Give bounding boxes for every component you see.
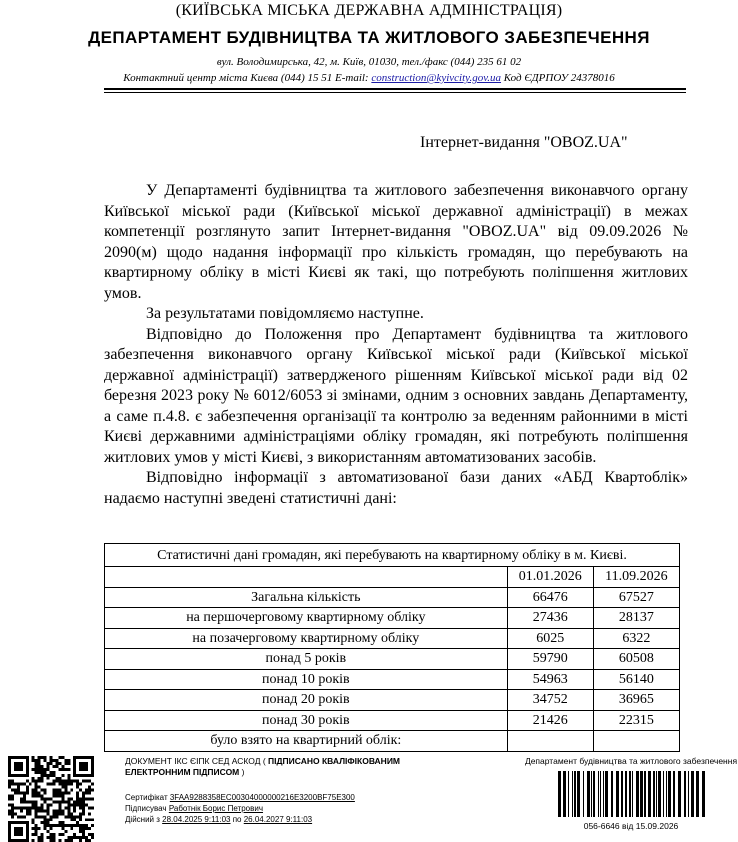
row-label: понад 20 років	[105, 690, 508, 711]
header-empty-cell	[105, 567, 508, 588]
row-value-date1: 54963	[507, 669, 593, 690]
doc-status-signature: ЕЛЕКТРОННИМ ПІДПИСОМ	[125, 767, 240, 777]
table-caption: Статистичні дані громадян, які перебувають на квартирному обліку в м. Києві.	[105, 544, 680, 567]
table-row	[105, 608, 680, 629]
row-label: понад 5 років	[105, 649, 508, 670]
doc-status-suffix: )	[239, 767, 245, 777]
row-label: Загальна кількість	[105, 587, 508, 608]
certificate-label: Сертифікат	[125, 793, 170, 802]
table-header-row	[105, 567, 680, 588]
statistics-table	[104, 543, 680, 752]
department-name: ДЕПАРТАМЕНТ БУДІВНИЦТВА ТА ЖИТЛОВОГО ЗАБЕЗПЕЧЕННЯ	[88, 28, 650, 47]
table-row	[105, 731, 680, 752]
header-rule-thick	[104, 88, 686, 90]
validity-from: 28.04.2025 9:11:03	[162, 815, 231, 824]
registration-number: 056-6646 від 15.09.2026	[583, 821, 679, 831]
org-subtitle: (КИЇВСЬКА МІСЬКА ДЕРЖАВНА АДМІНІСТРАЦІЯ)	[175, 2, 563, 19]
contact-line	[0, 71, 738, 85]
row-value-date1: 27436	[507, 608, 593, 629]
letter-body	[104, 181, 688, 509]
signer-label: Підписувач	[125, 804, 169, 813]
row-value-date1: 59790	[507, 649, 593, 670]
row-label: понад 30 років	[105, 710, 508, 731]
barcode-icon	[556, 771, 706, 817]
row-value-date2: 6322	[593, 628, 679, 649]
paragraph-request: У Департаменті будівництва та житлового забезпечення виконавчого органу Київської міської ради (Київської міської державної адміністрації) в межах компетенції розглянуто запит Інтернет-видання "OBOZ.UA" від 09.09.2026 № 2090(м) щодо надання інформації про кількість громадян, що перебувають на квартирному обліку в місті Києві як такі, що потребують поліпшення житлових умов.	[104, 182, 688, 302]
row-value-date1: 66476	[507, 587, 593, 608]
table-row	[105, 628, 680, 649]
row-value-date2: 28137	[593, 608, 679, 629]
row-value-date2: 67527	[593, 587, 679, 608]
contact-prefix: Контактний центр міста Києва (044) 15 51 E-mail:	[123, 72, 372, 84]
paragraph-regulation: Відповідно до Положення про Департамент будівництва та житлового забезпечення виконавчого органу Київської міської ради (Київської міської державної адміністрації) затвердженого рішенням Київської міської ради від 02 березня 2023 року № 6012/6053 зі змінами, одним з основних завдань Департаменту, а саме п.4.8. є забезпечення організації та контролю за веденням районними в місті Києві державними адміністраціями обліку громадян, які потребують поліпшення житлових умов у місті Києві, з використанням автоматизованих засобів.	[104, 325, 688, 466]
table-row	[105, 710, 680, 731]
row-value-date1: 6025	[507, 628, 593, 649]
edrpou-code: Код ЄДРПОУ 24378016	[501, 72, 615, 84]
table-caption-row	[105, 544, 680, 567]
row-label: було взято на квартирний облік:	[105, 731, 508, 752]
signer-line	[125, 803, 485, 814]
doc-status-line	[125, 756, 485, 767]
row-value-date2: 22315	[593, 710, 679, 731]
doc-status-line-2	[125, 767, 485, 778]
validity-mid: по	[230, 815, 244, 824]
paragraph-results: За результатами повідомляємо наступне.	[146, 305, 424, 322]
registration-department: Департамент будівництва та житлового забезпечення	[524, 756, 738, 766]
registration-block	[524, 756, 738, 832]
table-row	[105, 587, 680, 608]
doc-status-prefix: ДОКУМЕНТ ІКС ЄІПК СЕД АСКОД (	[125, 756, 269, 766]
signer-value: Работнік Борис Петрович	[168, 804, 264, 813]
qr-code-icon	[8, 756, 94, 842]
table-row	[105, 690, 680, 711]
validity-to: 26.04.2027 9:11:03	[243, 815, 313, 824]
header-rule-thin	[104, 92, 686, 93]
certificate-value: 3FAA9288358EC00304000000216E3200BF75E300	[169, 793, 355, 802]
validity-line	[125, 814, 485, 825]
row-value-date1: 34752	[507, 690, 593, 711]
signature-info	[125, 756, 485, 825]
row-value-date1: 21426	[507, 710, 593, 731]
certificate-line	[125, 792, 485, 803]
table-row	[105, 649, 680, 670]
row-label: на позачерговому квартирному обліку	[105, 628, 508, 649]
column-header-date1: 01.01.2026	[507, 567, 593, 588]
row-value-date2: 36965	[593, 690, 679, 711]
row-label: на першочерговому квартирному обліку	[105, 608, 508, 629]
validity-label: Дійсний з	[125, 815, 163, 824]
email-link[interactable]: construction@kyivcity.gov.ua	[371, 72, 502, 84]
table-row	[105, 669, 680, 690]
row-value-date2: 56140	[593, 669, 679, 690]
doc-status-signed: ПІДПИСАНО КВАЛІФІКОВАНИМ	[268, 756, 401, 766]
paragraph-data-intro: Відповідно інформації з автоматизованої бази даних «АБД Квартоблік» надаємо наступні зведені статистичні дані:	[104, 469, 688, 507]
address-line: вул. Володимирська, 42, м. Київ, 01030, тел./факс (044) 235 61 02	[216, 56, 522, 68]
row-value-date2	[593, 731, 679, 752]
recipient: Інтернет-видання "OBOZ.UA"	[420, 134, 628, 151]
column-header-date2: 11.09.2026	[593, 567, 679, 588]
row-label: понад 10 років	[105, 669, 508, 690]
row-value-date1	[507, 731, 593, 752]
signature-footer	[0, 752, 738, 842]
row-value-date2: 60508	[593, 649, 679, 670]
